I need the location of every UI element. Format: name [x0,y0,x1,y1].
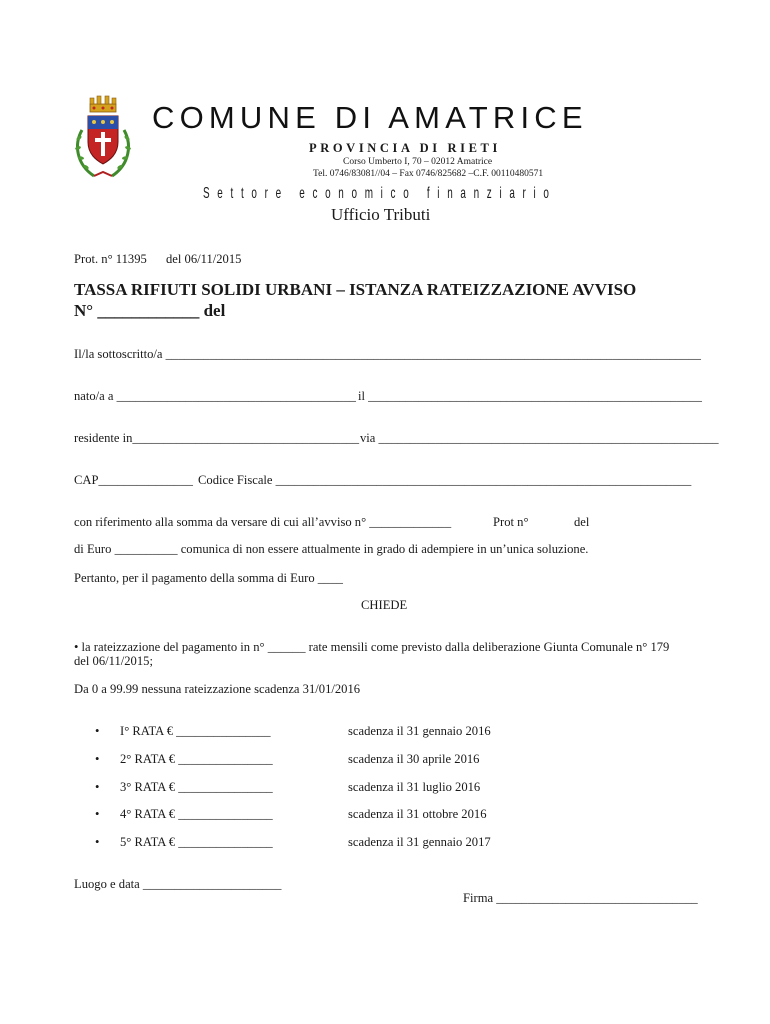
installment-due: scadenza il 31 ottobre 2016 [348,807,487,821]
installment-due: scadenza il 31 gennaio 2017 [348,835,491,849]
field-data-nascita[interactable]: il _____________________________________________________ [358,389,702,403]
reference-prot: Prot n° [493,515,529,529]
bullet: • [95,752,100,766]
field-residente[interactable]: residente in____________________________________ [74,431,360,445]
bullet: • [95,835,100,849]
document-title: TASSA RIFIUTI SOLIDI URBANI – ISTANZA RATEIZZAZIONE AVVISO [74,280,637,299]
reference-del: del [574,515,590,529]
installment-amount[interactable]: 3° RATA € _______________ [120,780,273,794]
field-nato-a[interactable]: nato/a a ______________________________________ [74,389,356,403]
municipality-title: COMUNE DI AMATRICE [152,100,588,135]
contacts: Tel. 0746/83081//04 – Fax 0746/825682 –C.F. 00110480571 [313,169,544,179]
field-codice-fiscale[interactable]: Codice Fiscale __________________________________________________________________ [198,473,692,487]
installment-amount[interactable]: 4° RATA € _______________ [120,807,273,821]
province-name: PROVINCIA DI RIETI [309,141,501,155]
chiede-heading: CHIEDE [361,598,408,612]
protocol-date: del 06/11/2015 [166,252,242,266]
reference-avviso[interactable]: con riferimento alla somma da versare di cui all’avviso n° _____________ [74,515,452,529]
installment-due: scadenza il 31 gennaio 2016 [348,724,491,738]
field-sottoscritto[interactable]: Il/la sottoscritto/a _____________________________________________________________________________________ [74,347,701,361]
document-title-number: N° ____________ del [74,301,226,320]
coat-of-arms-icon [72,92,134,182]
field-via[interactable]: via ______________________________________________________ [360,431,719,445]
bullet: • [95,780,100,794]
address: Corso Umberto I, 70 – 02012 Amatrice [343,157,493,167]
department: Settore economico finanziario [203,185,557,202]
signature-field[interactable]: Firma ________________________________ [463,891,698,905]
field-cap[interactable]: CAP_______________ [74,473,193,487]
threshold-note: Da 0 a 99.99 nessuna rateizzazione scadenza 31/01/2016 [74,682,361,696]
request-line: • la rateizzazione del pagamento in n° ______ rate mensili come previsto dalla deliberazione Giunta Comunale n° 179 [74,640,670,654]
installment-due: scadenza il 31 luglio 2016 [348,780,481,794]
installment-amount[interactable]: I° RATA € _______________ [120,724,271,738]
installment-amount[interactable]: 2° RATA € _______________ [120,752,273,766]
office: Ufficio Tributi [331,205,431,224]
place-date-field[interactable]: Luogo e data ______________________ [74,877,282,891]
installment-amount[interactable]: 5° RATA € _______________ [120,835,273,849]
pertanto-text: Pertanto, per il pagamento della somma di Euro ____ [74,571,343,585]
protocol-number: Prot. n° 11395 [74,252,147,266]
request-line-date: del 06/11/2015; [74,654,153,668]
installment-due: scadenza il 30 aprile 2016 [348,752,480,766]
bullet: • [95,724,100,738]
reference-euro: di Euro __________ comunica di non essere attualmente in grado di adempiere in un’unica soluzione. [74,542,589,556]
bullet: • [95,807,100,821]
